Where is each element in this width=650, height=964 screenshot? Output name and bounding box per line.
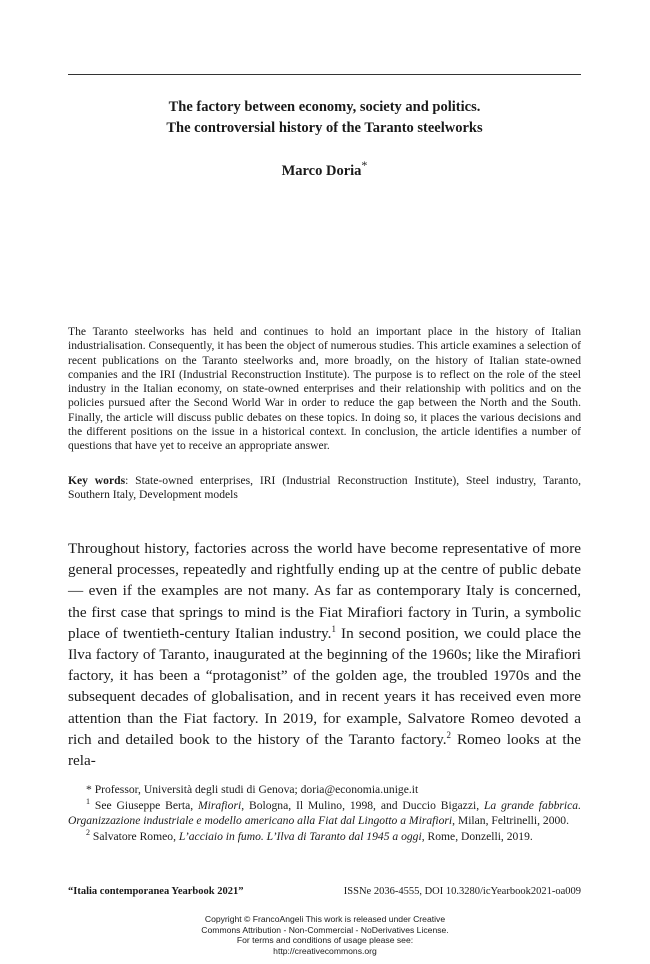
footnote-1-text-a: See Giuseppe Berta, (90, 798, 199, 812)
author-footnote-mark: * (361, 158, 368, 172)
author-byline (68, 158, 581, 180)
body-text-part-3: Romeo looks at the rela- (68, 730, 581, 770)
footnote-1-title-a: Mirafiori (198, 798, 242, 812)
footer-journal: “Italia contemporanea Yearbook 2021” (68, 886, 244, 897)
footnote-star-mark: * (86, 783, 92, 796)
footnote-1-title-b: La grande fabbrica. Organizzazione industriale e modello americano alla Fiat dal Lingotto a Mirafiori (68, 798, 581, 828)
body-text-part-2: In second position, we could place the Ilva factory of Taranto, inaugurated at the beginning of the 1960s; like the Mirafiori factory, it has been a “protagonist” of the golden age, the troubled 1970s and the subsequent decades of globalisation, and in recent years it has received even more attention than the Fiat factory. In 2019, for example, Salvatore Romeo devoted a rich and detailed book to the history of the Taranto factory. (68, 624, 582, 748)
footnote-author-text: Professor, Università degli studi di Genova; doria@economia.unige.it (91, 783, 419, 796)
title-line-1: The factory between economy, society and politics. (168, 99, 481, 115)
footnote-1-text-c: , Milan, Feltrinelli, 2000. (452, 814, 569, 828)
footnote-2-mark: 2 (86, 827, 90, 837)
license-line-2: Commons Attribution - Non-Commercial - NoDerivatives License. (201, 924, 449, 935)
footnotes (68, 782, 581, 844)
footnote-ref-1: 1 (331, 623, 336, 634)
license-line-1: Copyright © FrancoAngeli This work is released under Creative (204, 914, 446, 924)
license-line-3: For terms and conditions of usage please see: (236, 935, 414, 946)
footnote-1-mark: 1 (86, 796, 90, 806)
body-paragraph (68, 538, 581, 771)
keywords-text: : State-owned enterprises, IRI (Industrial Reconstruction Institute), Steel industry, Taranto, Southern Italy, Development models (68, 474, 581, 502)
footnote-ref-2: 2 (446, 729, 452, 740)
body-text-part-1: Throughout history, factories across the world have become representative of more general processes, repeatedly and rightfully ending up at the centre of public debate — even if the examples are not many. As far as contemporary Italy is concerned, the first case that springs to mind is the Fiat Mirafiori factory in Turin, a symbolic place of twentieth-century Italian industry. (68, 540, 581, 642)
footnote-1 (68, 798, 581, 829)
keywords (68, 474, 581, 503)
license-line-4: http://creativecommons.org (273, 945, 377, 956)
footnote-1-text-b: , Bologna, Il Mulino, 1998, and Duccio Bigazzi, (241, 798, 484, 812)
abstract: The Taranto steelworks has held and continues to hold an important place in the history of Italian industrialisation. Consequently, it has been the object of numerous studies. This article examines a selection of recent publications on the Taranto steelworks and, more broadly, on the history of Italian state-owned companies and the IRI (Industrial Reconstruction Institute). The purpose is to reflect on the role of the steel industry in the Italian economy, on state-owned enterprises and their relationship with politics and on the policies pursued after the Second World War in order to reduce the gap between the North and the South. Finally, the article will discuss public debates on these topics. In doing so, it places the various decisions and the different positions on the issue in a historical context. In conclusion, the article identifies a number of questions that have yet to receive an appropriate answer. (68, 325, 581, 453)
author-name: Marco Doria (281, 162, 362, 179)
footnote-2-text-a: Salvatore Romeo, (90, 829, 179, 843)
header-rule (68, 74, 581, 75)
footnote-author (68, 782, 581, 798)
keywords-label: Key words (68, 474, 126, 487)
footer-issn-doi: ISSNe 2036-4555, DOI 10.3280/icYearbook2021-oa009 (343, 886, 581, 897)
footnote-2 (68, 829, 581, 845)
license-notice (0, 914, 650, 956)
article-title (68, 97, 581, 139)
footnote-2-title: L’acciaio in fumo. L’Ilva di Taranto dal 1945 a oggi (178, 829, 422, 843)
footnote-2-text-b: , Rome, Donzelli, 2019. (421, 829, 533, 843)
title-line-2: The controversial history of the Taranto steelworks (166, 120, 483, 136)
